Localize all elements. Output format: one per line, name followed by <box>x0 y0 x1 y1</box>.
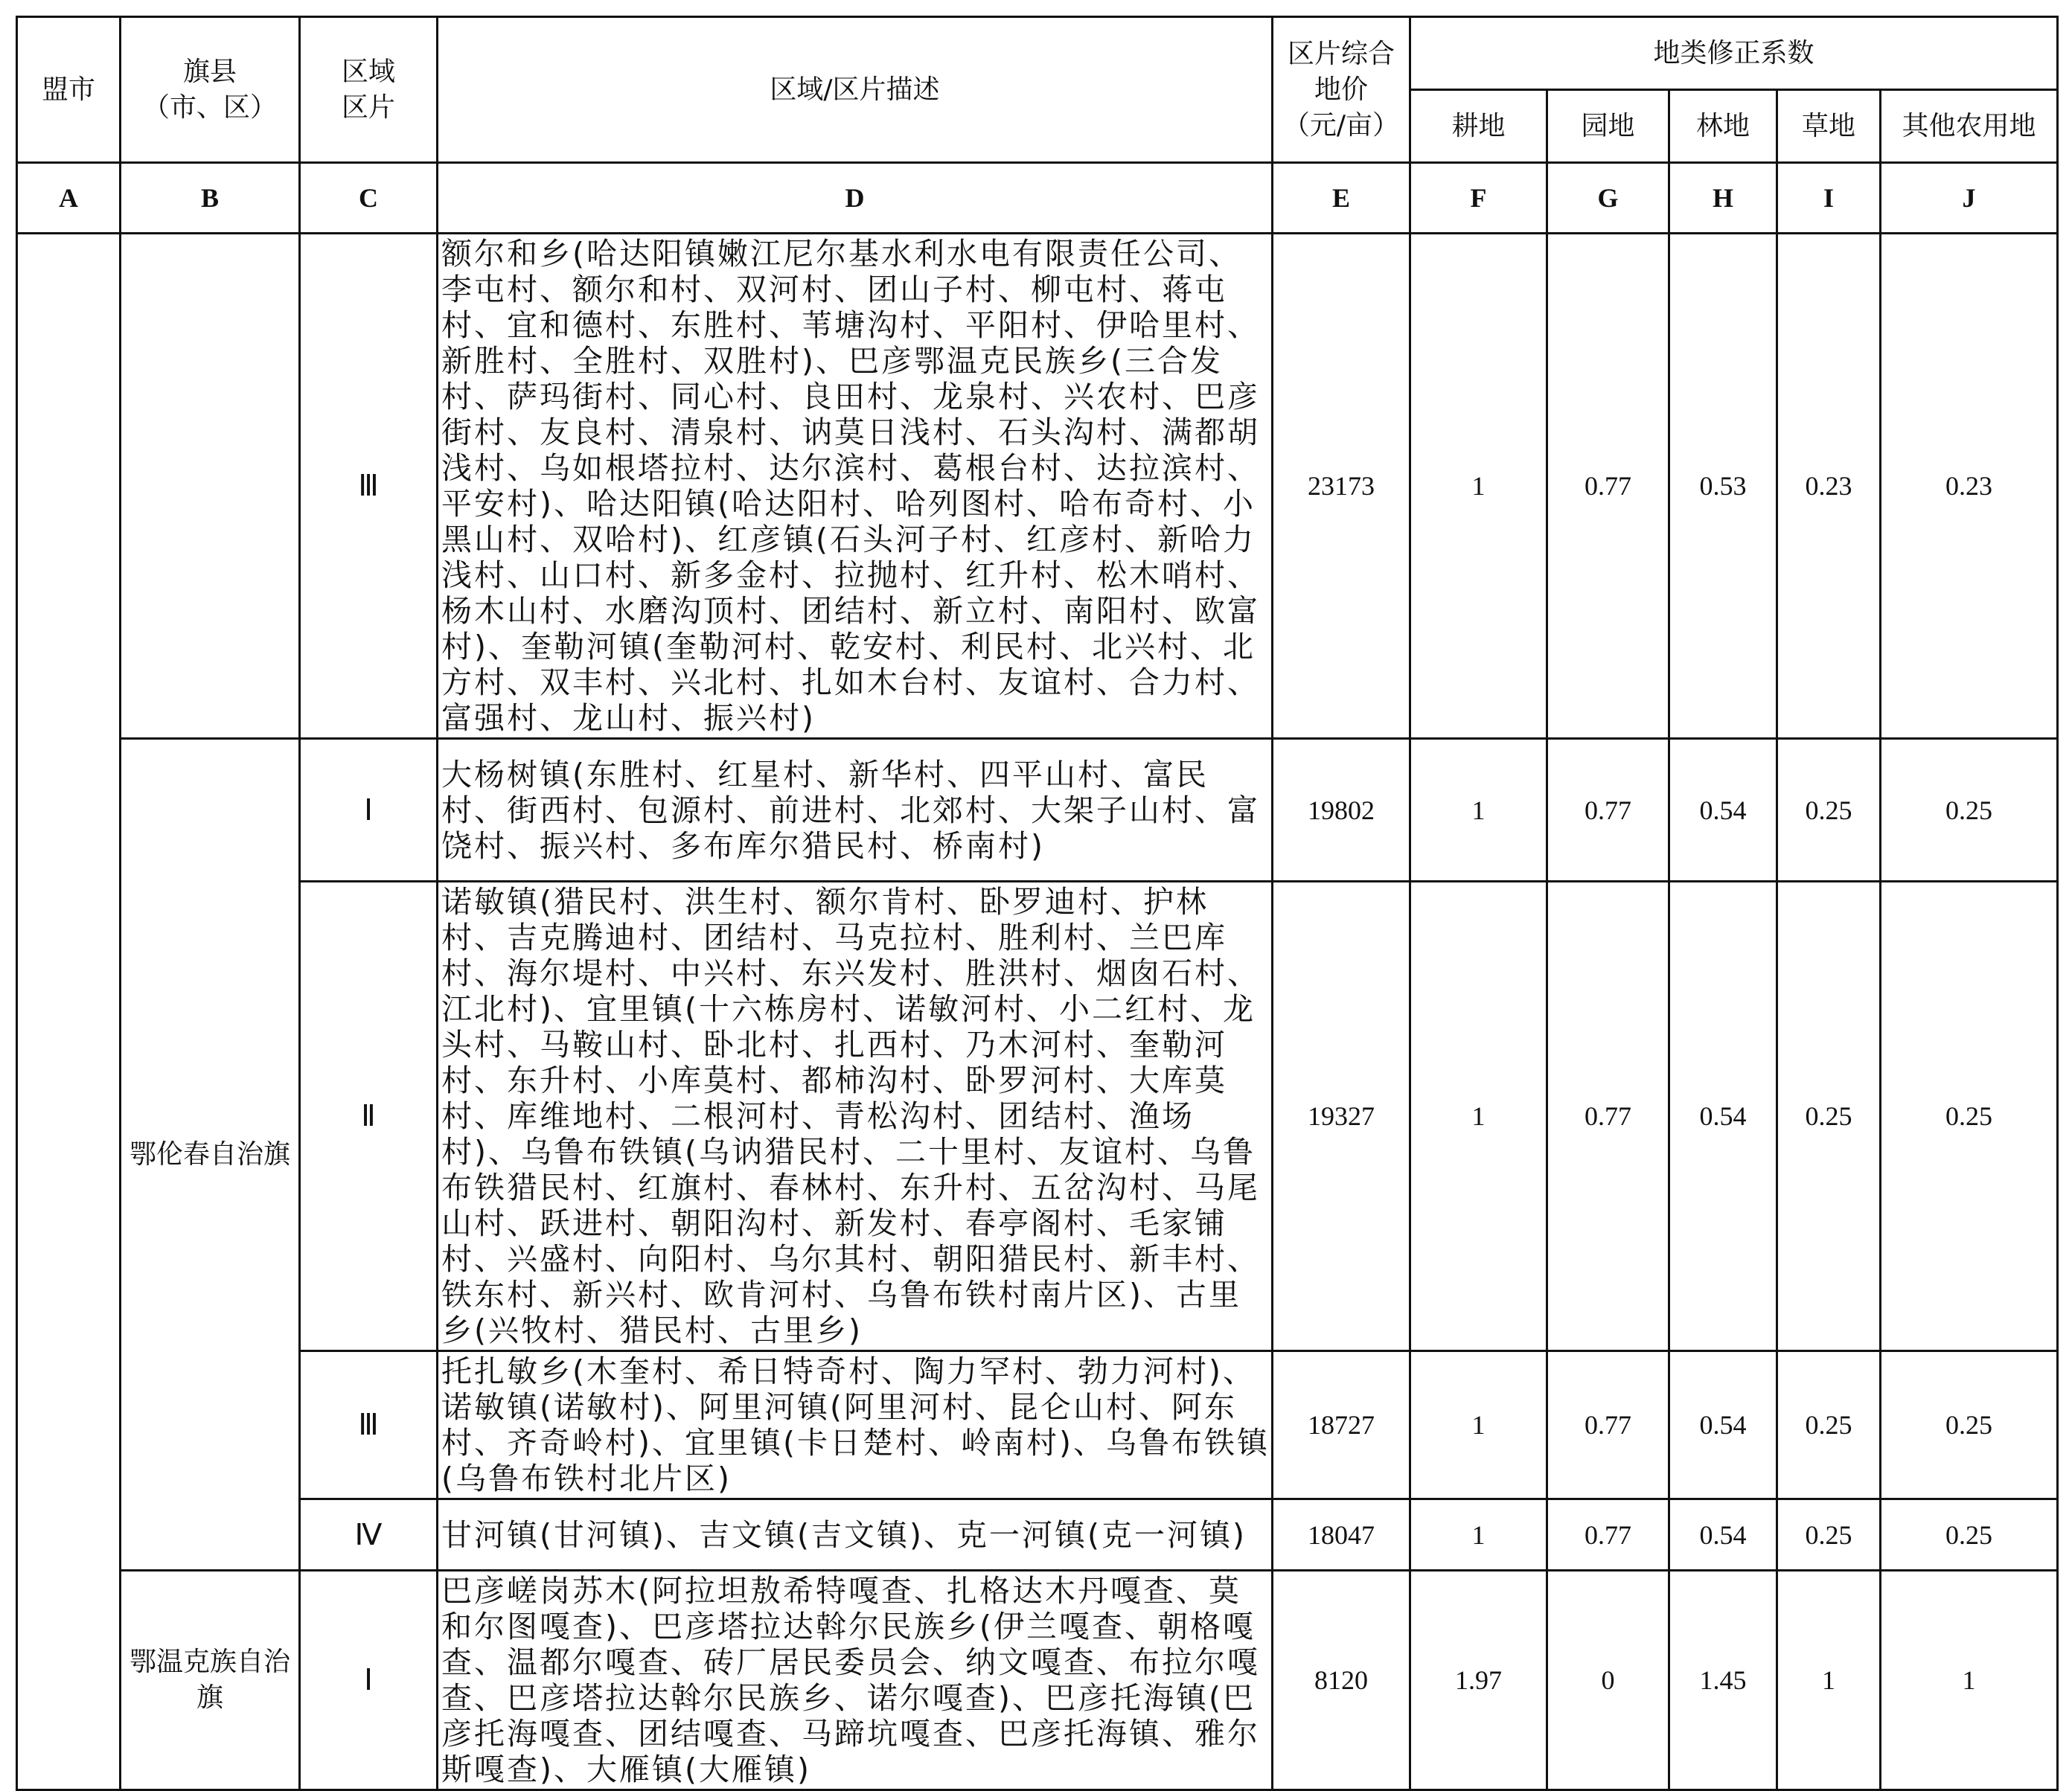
zone-cell: Ⅲ <box>300 234 438 739</box>
coef-cultivated: 1 <box>1410 1351 1547 1499</box>
table-row <box>17 1499 2058 1571</box>
description-cell: 额尔和乡(哈达阳镇嫩江尼尔基水利水电有限责任公司、李屯村、额尔和村、双河村、团山子村、柳屯村、蒋屯村、宜和德村、东胜村、苇塘沟村、平阳村、伊哈里村、新胜村、全胜村、双胜村)、巴彦鄂温克民族乡(三合发村、萨玛街村、同心村、良田村、龙泉村、兴农村、巴彦街村、友良村、清泉村、讷莫日浅村、石头沟村、满都胡浅村、乌如根塔拉村、达尔滨村、葛根台村、达拉滨村、平安村)、哈达阳镇(哈达阳村、哈列图村、哈布奇村、小黑山村、双哈村)、红彦镇(石头河子村、红彦村、新哈力浅村、山口村、新多金村、拉抛村、红升村、松木哨村、杨木山村、水磨沟顶村、团结村、新立村、南阳村、欧富村)、奎勒河镇(奎勒河村、乾安村、利民村、北兴村、北方村、双丰村、兴北村、扎如木台村、友谊村、合力村、富强村、龙山村、振兴村) <box>438 234 1273 739</box>
header-county: 旗县 （市、区） <box>121 17 300 163</box>
letter-f: F <box>1410 163 1547 234</box>
letter-h: H <box>1669 163 1777 234</box>
coef-cultivated: 1 <box>1410 882 1547 1351</box>
coef-grassland: 0.25 <box>1777 1499 1881 1571</box>
coef-garden: 0.77 <box>1547 739 1669 882</box>
coef-forest: 0.54 <box>1669 882 1777 1351</box>
header-league-city: 盟市 <box>17 17 121 163</box>
zone-cell: Ⅳ <box>300 1499 438 1571</box>
coef-garden: 0.77 <box>1547 234 1669 739</box>
header-zone: 区域 区片 <box>300 17 438 163</box>
coef-forest: 0.54 <box>1669 739 1777 882</box>
table-row <box>17 1351 2058 1499</box>
header-other-agri: 其他农用地 <box>1881 90 2058 163</box>
table-row <box>17 882 2058 1351</box>
coef-cultivated: 1 <box>1410 739 1547 882</box>
coef-garden: 0.77 <box>1547 882 1669 1351</box>
coef-garden: 0.77 <box>1547 1351 1669 1499</box>
table-row <box>17 739 2058 882</box>
coef-garden: 0 <box>1547 1571 1669 1790</box>
coef-grassland: 0.25 <box>1777 739 1881 882</box>
coef-grassland: 0.25 <box>1777 882 1881 1351</box>
coef-grassland: 1 <box>1777 1571 1881 1790</box>
coef-other: 0.25 <box>1881 1499 2058 1571</box>
description-cell: 巴彦嵯岗苏木(阿拉坦敖希特嘎查、扎格达木丹嘎查、莫和尔图嘎查)、巴彦塔拉达斡尔民族乡(伊兰嘎查、朝格嘎查、温都尔嘎查、砖厂居民委员会、纳文嘎查、布拉尔嘎查、巴彦塔拉达斡尔民族乡、诺尔嘎查)、巴彦托海镇(巴彦托海嘎查、团结嘎查、马蹄坑嘎查、巴彦托海镇、雅尔斯嘎查)、大雁镇(大雁镇) <box>438 1571 1273 1790</box>
header-price: 区片综合 地价 （元/亩） <box>1273 17 1410 163</box>
header-cultivated: 耕地 <box>1410 90 1547 163</box>
league-city-cell <box>17 234 121 1790</box>
coef-grassland: 0.23 <box>1777 234 1881 739</box>
county-cell <box>121 234 300 739</box>
zone-cell: Ⅲ <box>300 1351 438 1499</box>
coef-other: 0.25 <box>1881 739 2058 882</box>
price-cell: 8120 <box>1273 1571 1410 1790</box>
coef-cultivated: 1.97 <box>1410 1571 1547 1790</box>
land-price-table <box>16 16 2059 1791</box>
header-garden: 园地 <box>1547 90 1669 163</box>
letter-j: J <box>1881 163 2058 234</box>
description-cell: 大杨树镇(东胜村、红星村、新华村、四平山村、富民村、街西村、包源村、前进村、北郊村、大架子山村、富饶村、振兴村、多布库尔猎民村、桥南村) <box>438 739 1273 882</box>
coef-grassland: 0.25 <box>1777 1351 1881 1499</box>
price-cell: 23173 <box>1273 234 1410 739</box>
description-cell: 甘河镇(甘河镇)、吉文镇(吉文镇)、克一河镇(克一河镇) <box>438 1499 1273 1571</box>
county-cell: 鄂温克族自治旗 <box>121 1571 300 1790</box>
coef-forest: 0.54 <box>1669 1499 1777 1571</box>
table-row <box>17 1571 2058 1790</box>
coef-other: 0.25 <box>1881 882 2058 1351</box>
letter-g: G <box>1547 163 1669 234</box>
coef-other: 0.23 <box>1881 234 2058 739</box>
coef-forest: 1.45 <box>1669 1571 1777 1790</box>
letter-c: C <box>300 163 438 234</box>
coef-cultivated: 1 <box>1410 1499 1547 1571</box>
letter-d: D <box>438 163 1273 234</box>
coef-other: 0.25 <box>1881 1351 2058 1499</box>
description-cell: 托扎敏乡(木奎村、希日特奇村、陶力罕村、勃力河村)、诺敏镇(诺敏村)、阿里河镇(阿里河村、昆仑山村、阿东村、齐奇岭村)、宜里镇(卡日楚村、岭南村)、乌鲁布铁镇(乌鲁布铁村北片区) <box>438 1351 1273 1499</box>
column-letter-row <box>17 163 2058 234</box>
zone-cell: Ⅰ <box>300 739 438 882</box>
coef-garden: 0.77 <box>1547 1499 1669 1571</box>
zone-cell: Ⅱ <box>300 882 438 1351</box>
zone-cell: Ⅰ <box>300 1571 438 1790</box>
header-grassland: 草地 <box>1777 90 1881 163</box>
coef-forest: 0.54 <box>1669 1351 1777 1499</box>
letter-b: B <box>121 163 300 234</box>
price-cell: 19327 <box>1273 882 1410 1351</box>
letter-i: I <box>1777 163 1881 234</box>
price-cell: 18047 <box>1273 1499 1410 1571</box>
price-cell: 18727 <box>1273 1351 1410 1499</box>
header-coefficient-group: 地类修正系数 <box>1410 17 2058 90</box>
header-forest: 林地 <box>1669 90 1777 163</box>
description-cell: 诺敏镇(猎民村、洪生村、额尔肯村、卧罗迪村、护林村、吉克腾迪村、团结村、马克拉村、胜利村、兰巴库村、海尔堤村、中兴村、东兴发村、胜洪村、烟囱石村、江北村)、宜里镇(十六栋房村、诺敏河村、小二红村、龙头村、马鞍山村、卧北村、扎西村、乃木河村、奎勒河村、东升村、小库莫村、都柿沟村、卧罗河村、大库莫村、库维地村、二根河村、青松沟村、团结村、渔场村)、乌鲁布铁镇(乌讷猎民村、二十里村、友谊村、乌鲁布铁猎民村、红旗村、春林村、东升村、五岔沟村、马尾山村、跃进村、朝阳沟村、新发村、春亭阁村、毛家铺村、兴盛村、向阳村、乌尔其村、朝阳猎民村、新丰村、铁东村、新兴村、欧肯河村、乌鲁布铁村南片区)、古里乡(兴牧村、猎民村、古里乡) <box>438 882 1273 1351</box>
price-cell: 19802 <box>1273 739 1410 882</box>
coef-forest: 0.53 <box>1669 234 1777 739</box>
letter-a: A <box>17 163 121 234</box>
table-row <box>17 234 2058 739</box>
coef-other: 1 <box>1881 1571 2058 1790</box>
header-description: 区域/区片描述 <box>438 17 1273 163</box>
county-cell: 鄂伦春自治旗 <box>121 739 300 1571</box>
coef-cultivated: 1 <box>1410 234 1547 739</box>
letter-e: E <box>1273 163 1410 234</box>
